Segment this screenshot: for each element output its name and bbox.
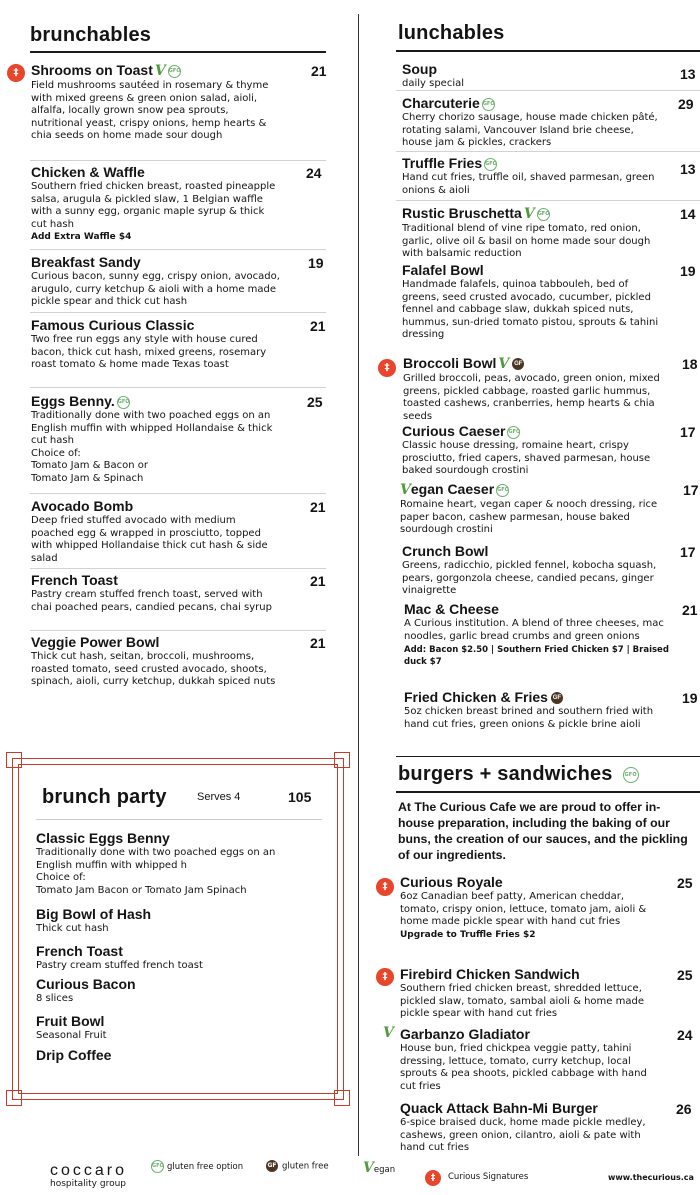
item-name: Big Bowl of Hash (36, 906, 152, 922)
item-description: Southern fried chicken breast, shredded lettuce, pickled slaw, tomato, sambal aioli & home made pickle spear with hand cut fries (400, 983, 644, 1020)
item-name: Truffle Fries (402, 155, 483, 171)
item-description: 5oz chicken breast brined and southern fried with hand cut fries, green onions & pickle brine aioli (404, 706, 654, 730)
menu-item (36, 1047, 316, 1064)
item-separator (30, 312, 326, 313)
item-price: 13 (680, 161, 696, 177)
brunch-party-serves: Serves 4 (197, 791, 241, 803)
item-name: Rustic Bruschetta (402, 205, 522, 221)
brunchables-title: brunchables (30, 24, 152, 46)
item-price: 21 (310, 635, 326, 651)
vegan-icon: V (400, 482, 411, 498)
item-description: Field mushrooms sautéed in rosemary & thyme with mixed greens & green onion salad, aioli, alfalfa, locally grown snow pea sprouts, nutritional yeast, crispy onions, hemp hearts & chia seeds on home made sour dough (31, 80, 269, 142)
item-choice-option: Tomato Jam Bacon or Tomato Jam Spinach (36, 884, 247, 896)
legend-vegan-label: egan (373, 1165, 396, 1175)
menu-item (31, 62, 276, 143)
legend-gf (266, 1160, 329, 1172)
item-name: Curious Caeser (402, 423, 506, 439)
vegan-icon: V (383, 1025, 394, 1041)
item-description: Pastry cream stuffed french toast, served with chai poached pears, candied pecans, chai syrup (31, 589, 272, 613)
item-description: Classic house dressing, romaine heart, crispy prosciutto, fried capers, shaved parmesan, house baked sourdough crostini (402, 440, 651, 477)
item-description: Handmade falafels, quinoa tabbouleh, bed of greens, seed crusted avocado, cucumber, pickled fennel and cabbage slaw, dukkah spiced nuts, hummus, sun-dried tomato pistou, sprouts & tahini dressing (402, 279, 659, 341)
item-name: Falafel Bowl (402, 262, 484, 278)
item-price: 17 (680, 424, 696, 440)
brunch-party-rule (36, 819, 322, 820)
item-separator (30, 249, 326, 250)
menu-item (400, 1100, 662, 1155)
menu-item (31, 164, 276, 243)
item-separator (30, 160, 326, 161)
menu-item (402, 262, 664, 342)
item-separator (396, 90, 700, 91)
item-description: Pastry cream stuffed french toast (36, 960, 203, 971)
menu-item (31, 634, 286, 689)
item-description: Thick cut hash (36, 923, 109, 934)
item-addon: Add Extra Waffle $4 (31, 232, 132, 243)
item-separator (30, 493, 326, 494)
item-separator (396, 200, 700, 201)
item-price: 21 (310, 499, 326, 515)
menu-item (36, 1013, 316, 1043)
curious-signature-icon: ‡ (378, 359, 396, 377)
item-description: Romaine heart, vegan caper & nooch dressing, rice paper bacon, cashew parmesan, house baked sourdough crostini (400, 499, 658, 536)
menu-item (402, 205, 664, 261)
item-description: Cherry chorizo sausage, house made chicken pâté, rotating salami, Vancouver Island brie cheese, house jam & pickles, crackers (402, 112, 658, 149)
item-description: Greens, radicchio, pickled fennel, kobocha squash, pears, gorgonzola cheese, candied pecans, ginger vinaigrette (402, 560, 657, 597)
item-choice-label: Choice of: (31, 447, 81, 459)
frame-corner-ornament (334, 752, 350, 768)
menu-item (36, 976, 316, 1006)
item-price: 25 (307, 394, 323, 410)
lunchables-rule (396, 50, 700, 52)
gluten-free-option-icon: GFO (507, 426, 520, 439)
item-description: Thick cut hash, seitan, broccoli, mushrooms, roasted tomato, seed crusted avocado, shoots, spinach, aioli, curry ketchup, dukkah spiced nuts (31, 651, 276, 688)
burgers-title-text: burgers + sandwiches (398, 763, 613, 785)
item-description: Hand cut fries, truffle oil, shaved parmesan, green onions & aioli (402, 172, 655, 196)
frame-corner-ornament (6, 1090, 22, 1106)
item-description: 8 slices (36, 993, 74, 1004)
item-price: 19 (308, 255, 324, 271)
item-name: Firebird Chicken Sandwich (400, 966, 580, 982)
item-name: Chicken & Waffle (31, 164, 145, 180)
item-price: 13 (680, 66, 696, 82)
item-price: 21 (311, 63, 327, 79)
item-separator (30, 630, 326, 631)
curious-signature-icon: ‡ (7, 64, 25, 82)
legend-signature-label: Curious Signatures (448, 1172, 529, 1182)
gluten-free-icon: GF (551, 692, 563, 704)
item-description: Grilled broccoli, peas, avocado, green onion, mixed greens, pickled cabbage, roasted garlic hummus, toasted cashews, cranberries, hemp hearts & chia seeds (403, 373, 660, 422)
item-name: French Toast (31, 572, 118, 588)
item-description: Deep fried stuffed avocado with medium poached egg & wrapped in prosciutto, topped with whipped Hollandaise thick cut hash & side salad (31, 515, 268, 564)
frame-corner-ornament (6, 752, 22, 768)
item-name: Famous Curious Classic (31, 317, 195, 333)
item-price: 21 (682, 602, 698, 618)
brand-subtitle: hospitality group (50, 1179, 127, 1189)
item-price: 25 (677, 967, 693, 983)
vegan-icon: V (154, 63, 166, 79)
item-price: 21 (310, 573, 326, 589)
curious-signature-icon: ‡ (376, 968, 394, 986)
menu-item (31, 317, 286, 372)
gluten-free-option-icon: GFO (623, 767, 639, 783)
menu-item (31, 572, 276, 614)
menu-item (31, 393, 276, 486)
item-name: Garbanzo Gladiator (400, 1026, 530, 1042)
item-name: Charcuterie (402, 95, 480, 111)
item-description: daily special (402, 78, 465, 89)
menu-item (36, 906, 316, 936)
menu-item (404, 689, 666, 731)
item-name: Soup (402, 61, 437, 77)
item-price: 24 (677, 1027, 693, 1043)
menu-item (400, 1026, 662, 1093)
menu-item (36, 943, 316, 973)
item-name: Fruit Bowl (36, 1013, 105, 1029)
gluten-free-option-icon: GFO (151, 1160, 164, 1173)
item-addon: Upgrade to Truffle Fries $2 (400, 929, 536, 940)
item-name: Broccoli Bowl (403, 355, 497, 371)
item-name: Shrooms on Toast (31, 62, 153, 78)
burgers-rule (396, 791, 700, 793)
item-name: Drip Coffee (36, 1047, 112, 1063)
menu-item (403, 355, 665, 423)
item-description: Curious bacon, sunny egg, crispy onion, avocado, arugulo, curry ketchup & aioli with a home made pickle spear and thick cut hash (31, 271, 280, 308)
item-choice-option: Tomato Jam & Spinach (31, 472, 144, 484)
gluten-free-option-icon: GFO (482, 98, 495, 111)
item-price: 17 (680, 544, 696, 560)
item-price: 18 (682, 356, 698, 372)
gluten-free-option-icon: GFO (484, 158, 497, 171)
item-name: Breakfast Sandy (31, 254, 141, 270)
burgers-top-rule (396, 756, 700, 757)
gluten-free-option-icon: GFO (168, 65, 181, 78)
menu-item (402, 423, 664, 478)
item-description: Traditionally done with two poached eggs on an English muffin with whipped Hollandaise & thick cut hash (31, 410, 273, 447)
item-description: Two free run eggs any style with house cured bacon, thick cut hash, mixed greens, rosemary roast tomato & home made Texas toast (31, 334, 267, 371)
item-price: 21 (310, 318, 326, 334)
brand-name: coccaro (50, 1162, 128, 1179)
vegan-icon: V (498, 356, 510, 372)
item-name: Quack Attack Bahn-Mi Burger (400, 1100, 598, 1116)
item-price: 17 (683, 482, 699, 498)
menu-item (31, 254, 296, 309)
brunch-party-title: brunch party (42, 786, 167, 808)
vegan-icon: V (363, 1160, 374, 1176)
legend-vegan (363, 1160, 395, 1176)
column-divider (358, 14, 359, 1156)
item-name: Mac & Cheese (404, 601, 499, 617)
gluten-free-option-icon: GFO (117, 396, 130, 409)
item-choice-label: Choice of: (36, 872, 86, 884)
menu-item (400, 481, 662, 537)
menu-item (402, 61, 662, 91)
gluten-free-icon: GF (266, 1160, 278, 1172)
menu-item (402, 95, 664, 150)
vegan-icon: V (523, 206, 535, 222)
item-separator (30, 568, 326, 569)
brunchables-rule (30, 51, 326, 53)
legend-gfo-label: gluten free option (167, 1162, 244, 1172)
gluten-free-option-icon: GFO (496, 484, 509, 497)
brunch-party-price: 105 (288, 789, 312, 805)
item-description: Southern fried chicken breast, roasted pineapple salsa, arugula & pickled slaw, 1 Belgian waffle with a sunny egg, organic maple syrup & thick cut hash (31, 181, 276, 230)
item-description: A Curious institution. A blend of three cheeses, mac noodles, garlic bread crumbs and green onions (404, 618, 664, 642)
burgers-title (398, 763, 639, 786)
item-name: egan Caeser (410, 481, 495, 497)
item-name: Eggs Benny. (31, 393, 115, 409)
item-description: 6-spice braised duck, home made pickle medley, cashews, green onion, cilantro, aioli & pate with hand cut fries (400, 1117, 646, 1154)
item-separator (30, 387, 326, 388)
item-price: 19 (682, 690, 698, 706)
legend-gf-label: gluten free (282, 1161, 329, 1172)
menu-item (400, 966, 670, 1021)
brand-logo (50, 1163, 127, 1190)
item-separator (396, 151, 700, 152)
item-name: Curious Royale (400, 874, 503, 890)
curious-signature-icon: ‡ (425, 1170, 441, 1186)
item-name: Classic Eggs Benny (36, 830, 170, 846)
item-price: 25 (677, 875, 693, 891)
item-price: 26 (676, 1101, 692, 1117)
item-description: Traditional blend of vine ripe tomato, red onion, garlic, olive oil & basil on home made sour dough with balsamic reduction (402, 223, 651, 260)
menu-item (400, 874, 662, 941)
item-description: Seasonal Fruit (36, 1030, 107, 1041)
item-description: Traditionally done with two poached eggs on an English muffin with whipped h (36, 847, 276, 871)
item-description: House bun, fried chickpea veggie patty, tahini dressing, lettuce, tomato, curry ketchup, local sprouts & pea shoots, pickled cabbage with hand cut fries (400, 1043, 647, 1092)
gluten-free-option-icon: GFO (537, 208, 550, 221)
item-price: 24 (306, 165, 322, 181)
menu-item (402, 155, 664, 197)
item-description: 6oz Canadian beef patty, American cheddar, tomato, crispy onion, lettuce, tomato jam, aioli & home made pickle spear with hand cut fries (400, 891, 647, 928)
item-name: Veggie Power Bowl (31, 634, 160, 650)
item-name: French Toast (36, 943, 123, 959)
burgers-intro: At The Curious Cafe we are proud to offer in-house preparation, including the baking of our buns, the creation of our sauces, and the pickling of our ingredients. (398, 800, 688, 862)
item-price: 14 (680, 206, 696, 222)
item-price: 19 (680, 263, 696, 279)
menu-item (36, 830, 328, 897)
item-addon: Add: Bacon $2.50 | Southern Fried Chicken $7 | Braised duck $7 (404, 645, 669, 668)
item-name: Avocado Bomb (31, 498, 134, 514)
menu-item (402, 543, 664, 598)
lunchables-title: lunchables (398, 22, 505, 44)
legend-gfo (151, 1160, 243, 1173)
website-url: www.thecurious.ca (608, 1173, 694, 1182)
item-price: 29 (678, 96, 694, 112)
gluten-free-icon: GF (512, 358, 524, 370)
item-name: Fried Chicken & Fries (404, 689, 548, 705)
item-name: Curious Bacon (36, 976, 136, 992)
menu-item (404, 601, 669, 668)
menu-item (31, 498, 276, 565)
item-choice-option: Tomato Jam & Bacon or (31, 460, 148, 472)
item-name: Crunch Bowl (402, 543, 489, 559)
curious-signature-icon: ‡ (376, 878, 394, 896)
frame-corner-ornament (334, 1090, 350, 1106)
